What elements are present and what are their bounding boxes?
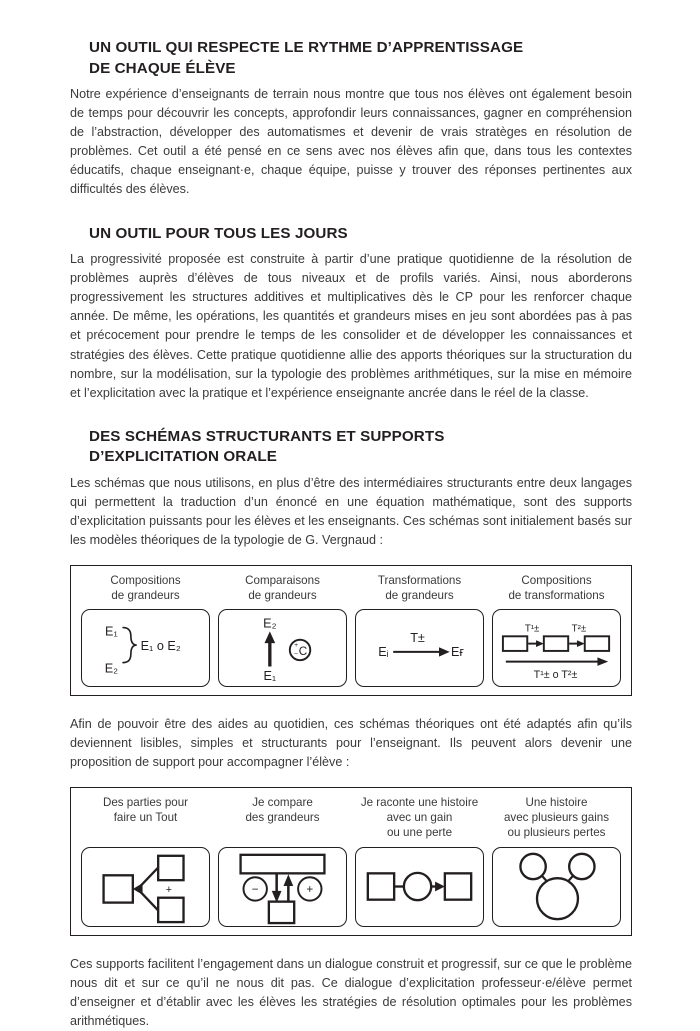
label-e-initial: Eᵢ [378,644,389,659]
state-box-2 [544,636,568,651]
composed-arrow-head-icon [597,657,608,666]
panel-compositions-de-grandeurs [77,573,214,686]
diagram-vergnaud-typology [70,565,632,695]
panel-une-histoire-plusieurs-gains [488,795,625,927]
panel-figure-compare-bar [218,847,347,927]
label-circle-sign-plus: + [294,641,299,649]
label-transformation-t: T± [410,630,425,645]
spacer [70,550,632,565]
label-e-final: Eғ [450,644,465,659]
transformation-circle-icon [404,873,431,900]
up-arrow-head-icon [283,874,293,886]
panel-figure-horizontal-arrow [355,609,484,687]
diagram-classroom-supports [70,787,632,936]
right-arrow-head-icon [435,882,445,892]
panel-caption-line: avec un gain [386,811,453,825]
panel-caption [378,573,461,603]
panel-figure-vertical-arrow-with-circle [218,609,347,687]
panel-comparaisons-de-grandeurs [214,573,351,686]
panel-je-raconte-une-histoire [351,795,488,927]
panel-je-compare-des-grandeurs [214,795,351,927]
panel-caption-line: Compositions [110,574,181,588]
panel-figure-whole-and-parts [81,847,210,927]
spacer [70,936,632,955]
section-body-schemas: Les schémas que nous utilisons, en plus d’être des intermédiaires structurants entre deux langages qui permettent la traduction d’un énoncé en une équation mathématique, sont des supports d’explicitation puissants pour les élèves et les enseignants. Ces schémas sont initialement basés sur les modèles théoriques de la typologie de G. Vergnaud : [70,475,632,548]
final-state-box [445,873,471,899]
panel-caption-line: de grandeurs [248,589,317,603]
state-box-3 [585,636,609,651]
panel-figure-circle-cluster [492,847,621,927]
panel-caption-line: faire un Tout [113,811,178,825]
section-title-line: DES SCHÉMAS STRUCTURANTS ET SUPPORTS [89,427,445,445]
label-transformation-2: T²± [571,623,587,635]
section-title-schemas [70,427,632,468]
panel-caption-line: Une histoire [525,795,588,809]
label-plus-operator: + [165,883,173,896]
chain-arrow-2-head-icon [577,640,585,647]
panel-figure-chained-boxes [492,609,621,687]
small-circle-right [569,854,594,879]
panel-transformations-de-grandeurs [351,573,488,686]
section-title-line: DE CHAQUE ÉLÈVE [89,59,236,77]
panel-caption [245,573,320,603]
initial-state-box [368,873,394,899]
label-composition-result: E₁ o E₂ [140,638,181,653]
panel-caption [103,795,188,842]
spacer [70,200,632,224]
paragraph-between-diagrams: Afin de pouvoir être des aides au quotidien, ces schémas théoriques ont été adaptés afin qu’ils deviennent lisibles, simples et structurants pour l’enseignant. Ils peuvent alors devenir une proposition de support pour accompagner l’élève : [70,716,632,769]
label-plus-operator: + [306,882,314,896]
panel-caption-line: de transformations [508,589,605,603]
left-arrow-head-icon [133,883,143,895]
whole-box [104,875,133,902]
paragraph-closing: Ces supports facilitent l’engagement dans un dialogue construit et progressif, sur ce que le problème nous dit et sur ce qu’il ne nous dit pas. Ce dialogue d’explicitation professeur·e/élève permet d’enseigner et d’établir avec les élèves les stratégies de résolution optimales pour les problèmes arithmétiques. [70,956,632,1029]
label-e1-bottom: E₁ [263,668,277,683]
section-title-line: D’EXPLICITATION ORALE [89,448,278,466]
panel-caption-line: ou une perte [386,826,453,840]
panel-caption-line: Transformations [377,574,462,588]
section-title-line: UN OUTIL QUI RESPECTE LE RYTHME D’APPRENTISSAGE [89,39,524,56]
panel-des-parties-pour-faire-un-tout [77,795,214,927]
panel-caption-line: des grandeurs [245,811,320,825]
label-transformation-1: T¹± [524,623,540,635]
panel-caption-line: ou plusieurs pertes [507,826,606,840]
section-title-line: UN OUTIL POUR TOUS LES JOURS [89,224,348,242]
state-box-1 [503,636,527,651]
panel-caption-line: de grandeurs [385,589,454,603]
panel-caption-line: Comparaisons [245,574,320,588]
label-e2-top: E₂ [263,616,277,631]
part-box-2 [158,898,183,922]
section-body-tous-les-jours: La progressivité proposée est construite à partir d’une pratique quotidienne de la résolution de problèmes auprès d’élèves de tous niveaux et de profils variés. Ainsi, nous aborderons progressivement les structures additives et multiplicatives dès le CP pour les renforcer chaque année. De même, les opérations, les quantités et grandeurs mises en jeu sont abordées pas à pas et précocement pour prendre le temps de les consolider et de développer les connaissances et stratégies des élèves. Cette pratique quotidienne allie des apports théoriques sur la structuration du nombre, sur la modélisation, sur la typologie des problèmes arithmétiques, sur la mise en mémoire et l’explicitation avec la pratique et l’expérience enseignante ancrée dans le réel de la classe. [70,252,632,400]
spacer [70,403,632,427]
spacer [70,772,632,787]
panel-caption-line: Je raconte une histoire [360,795,479,809]
right-arrow-head-icon [439,647,450,656]
panel-caption-line: Je compare [252,795,313,809]
large-circle-center [537,878,578,919]
panel-figure-box-circle-box [355,847,484,927]
panel-caption [361,795,478,842]
panel-caption-line: avec plusieurs gains [503,811,610,825]
difference-box [269,902,294,923]
part-box-1 [158,856,183,880]
panel-caption-line: de grandeurs [111,589,180,603]
chain-arrow-1-head-icon [536,640,544,647]
small-circle-left [520,854,545,879]
panel-caption [504,795,609,842]
brace-icon [123,627,137,662]
label-composed-transformation: T¹± o T²± [533,668,578,681]
panel-figure-brace-composition [81,609,210,687]
label-circle-sign-minus: − [294,650,299,658]
section-body-rythme: Notre expérience d’enseignants de terrain nous montre que tous nos élèves ont également besoin de temps pour découvrir les concepts, approfondir leurs connaissances, gagner en compréhension de l’abstraction, développer des automatismes et devenir de vrais stratèges en résolution de problèmes. Cet outil a été pensé en ce sens avec nos élèves afin que, dans tous les contextes éducatifs, chaque enseignant·e, chaque équipe, puisse y trouver des réponses pertinentes aux difficultés des élèves. [70,87,632,197]
section-title-tous-les-jours [70,224,632,245]
panel-caption-line: Des parties pour [102,795,189,809]
comparison-bar [241,855,325,874]
section-title-rythme [70,38,632,79]
up-arrow-head-icon [264,631,275,643]
panel-caption [245,795,319,842]
panel-compositions-de-transformations [488,573,625,686]
panel-caption [110,573,180,603]
label-e1-top: E₁ [105,623,118,638]
document-content [70,38,632,1031]
label-circle-c: C [298,644,308,658]
spacer [70,696,632,715]
label-minus-operator: − [251,882,259,896]
label-e2-bottom: E₂ [104,660,119,675]
panel-caption-line: Compositions [521,574,592,588]
panel-caption [508,573,604,603]
